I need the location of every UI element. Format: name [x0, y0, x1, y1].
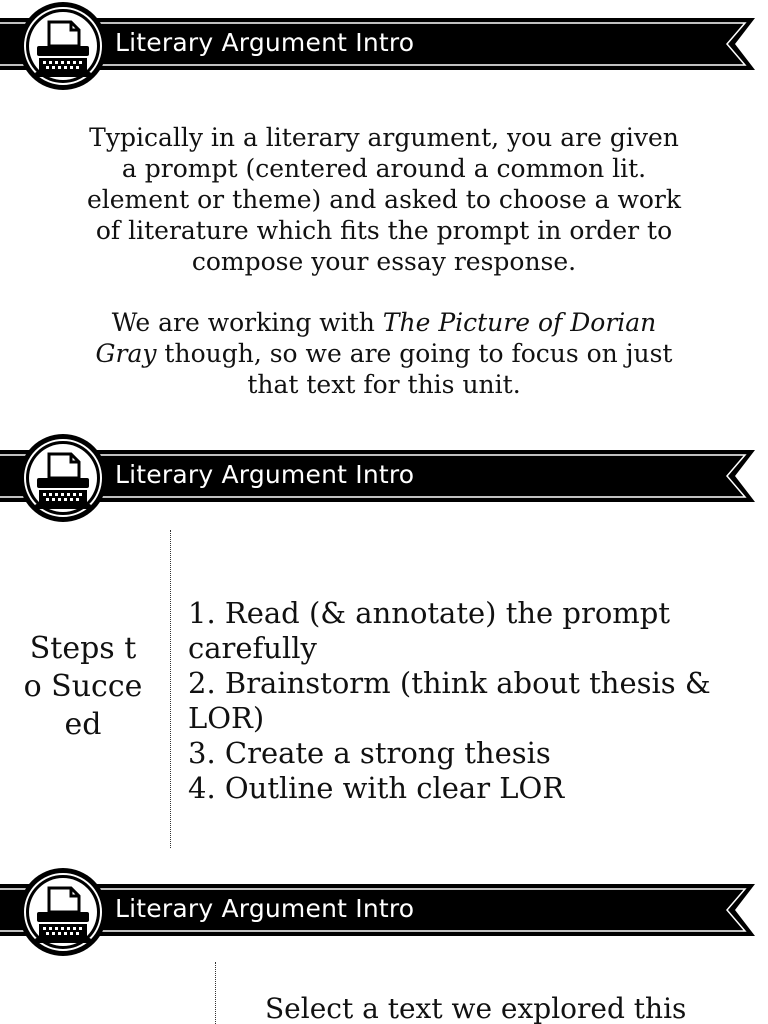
typewriter-icon [19, 0, 107, 92]
vertical-divider [170, 530, 171, 848]
header-title: Literary Argument Intro [115, 894, 415, 923]
slide-1 [0, 0, 768, 432]
focus-text-start: We are working with [111, 308, 383, 337]
step-item: 3. Create a strong thesis [188, 736, 551, 770]
typewriter-icon [19, 866, 107, 958]
intro-paragraph: Typically in a literary argument, you are given a prompt (centered around a common lit. element or theme) and asked to choose a work of literature which fits the prompt in order to compose your essay response. [86, 123, 682, 276]
vertical-divider [215, 962, 216, 1024]
step-item: 1. Read (& annotate) the prompt carefully [188, 596, 671, 665]
slide-3 [0, 866, 768, 1024]
prompt-text: Select a text we explored this [265, 992, 687, 1024]
book-title: The Picture of Dorian Gray [95, 308, 657, 368]
step-item: 4. Outline with clear LOR [188, 771, 565, 805]
typewriter-icon [19, 432, 107, 524]
header-title: Literary Argument Intro [115, 28, 415, 57]
slide-header [0, 432, 768, 524]
header-title: Literary Argument Intro [115, 460, 415, 489]
steps-list [188, 596, 748, 806]
focus-text-end: though, so we are going to focus on just that text for this unit. [156, 339, 673, 399]
slide-header [0, 866, 768, 958]
steps-label: Steps to Succeed [23, 631, 143, 742]
intro-text [80, 122, 688, 400]
focus-paragraph [80, 307, 688, 400]
step-item: 2. Brainstorm (think about thesis & LOR) [188, 666, 711, 735]
slide-2 [0, 432, 768, 866]
slide-header [0, 0, 768, 92]
